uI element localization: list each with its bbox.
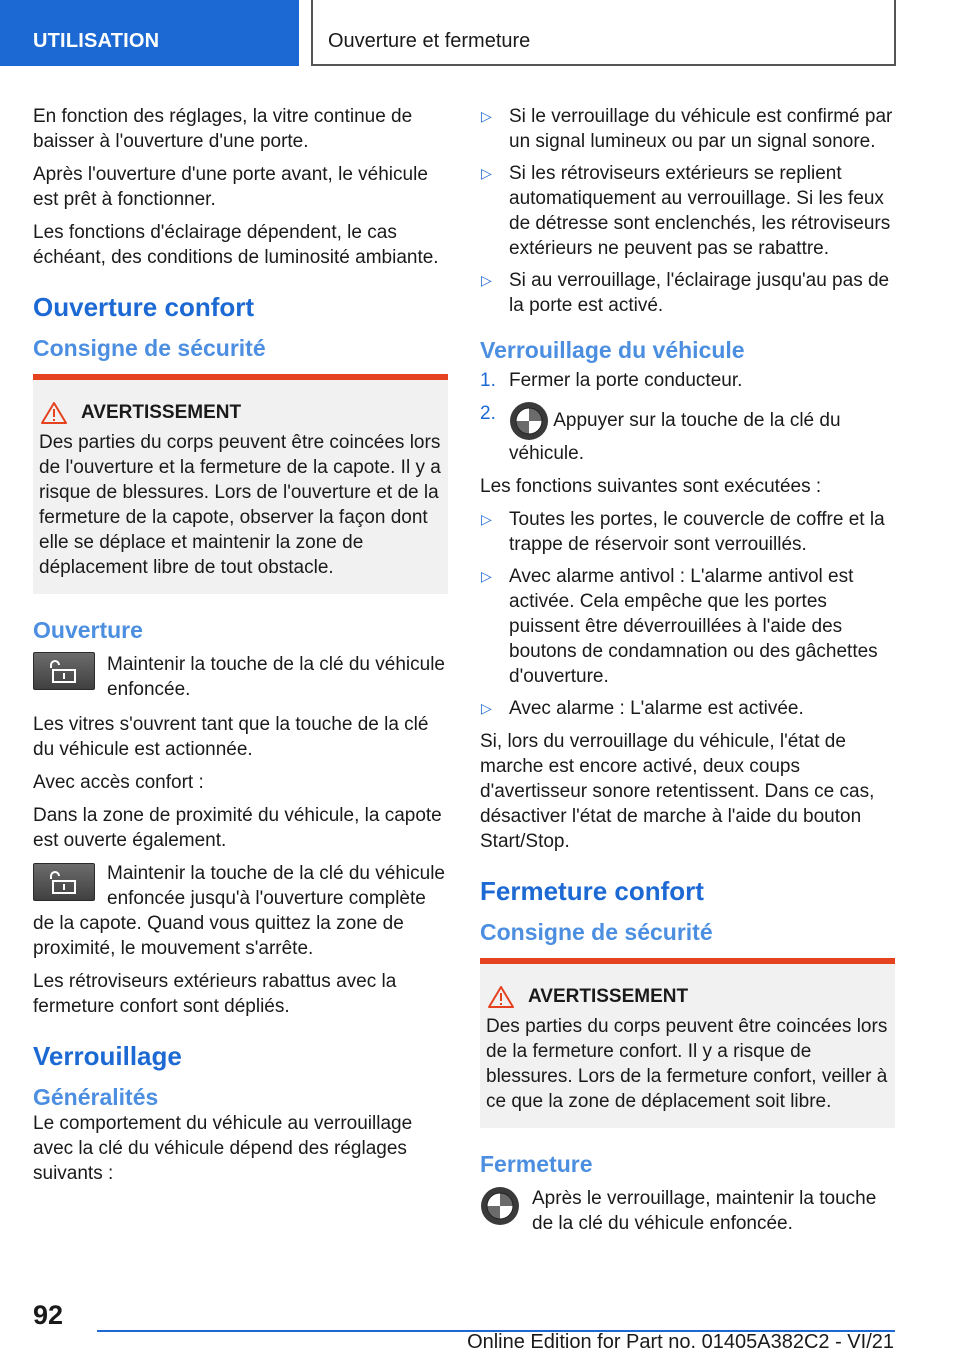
list-item: ▷ Si au verrouillage, l'éclairage jusqu'au pas de la porte est activé. <box>481 270 890 316</box>
paragraph: Les rétroviseurs extérieurs rabattus avec la fermeture confort sont dépliés. <box>33 971 397 1017</box>
warning-triangle-icon <box>41 402 67 424</box>
list-item: ▷ Avec alarme antivol : L'alarme antivol est activée. Cela empêche que les portes puissent être déverrouillées à l'aide des boutons de condamnation ou des gâchettes d'ouverture. <box>481 566 878 687</box>
settings-list <box>480 104 895 318</box>
warning-box <box>33 374 448 594</box>
warning-box <box>480 958 895 1128</box>
triangle-bullet-icon: ▷ <box>481 700 492 716</box>
triangle-bullet-icon: ▷ <box>481 568 492 584</box>
heading-fermeture-confort: Fermeture confort <box>480 876 704 906</box>
left-column <box>33 104 448 1194</box>
warning-label: AVERTISSEMENT <box>528 986 689 1007</box>
triangle-bullet-icon: ▷ <box>481 108 492 124</box>
paragraph: Le comportement du véhicule au verrouillage avec la clé du véhicule dépend des réglages suivants : <box>33 1113 413 1184</box>
warning-header <box>486 986 889 1008</box>
bmw-logo-icon <box>480 1186 520 1226</box>
list-item: ▷ Toutes les portes, le couvercle de coffre et la trappe de réservoir sont verrouillés. <box>481 509 885 555</box>
list-item: ▷ Avec alarme : L'alarme est activée. <box>481 698 804 719</box>
warning-header <box>39 402 442 424</box>
triangle-bullet-icon: ▷ <box>481 272 492 288</box>
bmw-logo-icon <box>509 401 549 441</box>
paragraph: Avec accès confort : <box>33 772 204 793</box>
heading-consigne-securite: Consigne de sécurité <box>480 919 713 945</box>
paragraph: Les vitres s'ouvrent tant que la touche de la clé du véhicule est actionnée. <box>33 714 429 760</box>
chapter-title: Ouverture et fermeture <box>311 0 896 66</box>
key-instruction-text: Maintenir la touche de la clé du véhicule enfoncée. <box>107 654 445 700</box>
list-item: ▷ Si le verrouillage du véhicule est confirmé par un signal lumineux ou par un signal sonore. <box>481 106 893 152</box>
paragraph: En fonction des réglages, la vitre continue de baisser à l'ouverture d'une porte. <box>33 106 413 152</box>
section-tab: UTILISATION <box>0 0 299 66</box>
warning-label: AVERTISSEMENT <box>81 402 242 423</box>
triangle-bullet-icon: ▷ <box>481 511 492 527</box>
key-instruction-text: Après le verrouillage, maintenir la touche de la clé du véhicule enfoncée. <box>532 1188 877 1234</box>
step-item: 2. Appuyer sur la touche de la clé du véhicule. <box>480 403 841 464</box>
page-number: 92 <box>33 1300 64 1330</box>
right-column <box>480 104 895 1246</box>
key-instruction <box>480 1186 895 1236</box>
heading-verrouillage-vehicule: Verrouillage du véhicule <box>480 337 745 363</box>
paragraph: Les fonctions d'éclairage dépendent, le cas échéant, des conditions de luminosité ambiante. <box>33 222 439 268</box>
key-instruction <box>33 652 448 702</box>
page-header <box>0 0 960 66</box>
list-item: ▷ Si les rétroviseurs extérieurs se replient automatiquement au verrouillage. Si les feux de détresse sont enclenchés, les rétroviseurs extérieurs ne peuvent pas se rabattre. <box>481 163 891 259</box>
edition-note: Online Edition for Part no. 01405A382C2 - VI/21 <box>467 1331 894 1353</box>
heading-fermeture: Fermeture <box>480 1151 593 1177</box>
step-item: 1. Fermer la porte conducteur. <box>480 370 743 391</box>
unlock-key-icon <box>33 652 95 690</box>
heading-ouverture-confort: Ouverture confort <box>33 292 255 322</box>
paragraph: Les fonctions suivantes sont exécutées : <box>480 476 822 497</box>
key-instruction <box>33 861 448 961</box>
heading-verrouillage: Verrouillage <box>33 1041 182 1071</box>
warning-text: Des parties du corps peuvent être coincées lors de la fermeture confort. Il y a risque de blessures. Lors de la fermeture confort, veiller à ce que la zone de déplacement soit libre. <box>486 1016 888 1112</box>
heading-generalites: Généralités <box>33 1084 159 1110</box>
key-instruction-text: Maintenir la touche de la clé du véhicule enfoncée jusqu'à l'ouverture complète de la capote. Quand vous quittez la zone de proximité, le mouvement s'arrête. <box>33 863 445 959</box>
warning-triangle-icon <box>488 986 514 1008</box>
heading-ouverture: Ouverture <box>33 617 143 643</box>
heading-consigne-securite: Consigne de sécurité <box>33 335 266 361</box>
triangle-bullet-icon: ▷ <box>481 165 492 181</box>
unlock-key-icon <box>33 863 95 901</box>
functions-list <box>480 507 895 721</box>
paragraph: Après l'ouverture d'une porte avant, le véhicule est prêt à fonctionner. <box>33 164 428 210</box>
warning-text: Des parties du corps peuvent être coincées lors de l'ouverture et la fermeture de la capote. Il y a risque de blessures. Lors de l'ouverture et de la fermeture de la capote, observer la façon dont elle se déplace et maintenir la zone de déplacement libre de tout obstacle. <box>39 432 441 578</box>
paragraph: Si, lors du verrouillage du véhicule, l'état de marche est encore activé, deux coups d'avertisseur sonore retentissent. Dans ce cas, désactiver l'état de marche à l'aide du bouton Start/Stop. <box>480 731 875 852</box>
steps-list <box>480 368 895 466</box>
paragraph: Dans la zone de proximité du véhicule, la capote est ouverte également. <box>33 805 442 851</box>
